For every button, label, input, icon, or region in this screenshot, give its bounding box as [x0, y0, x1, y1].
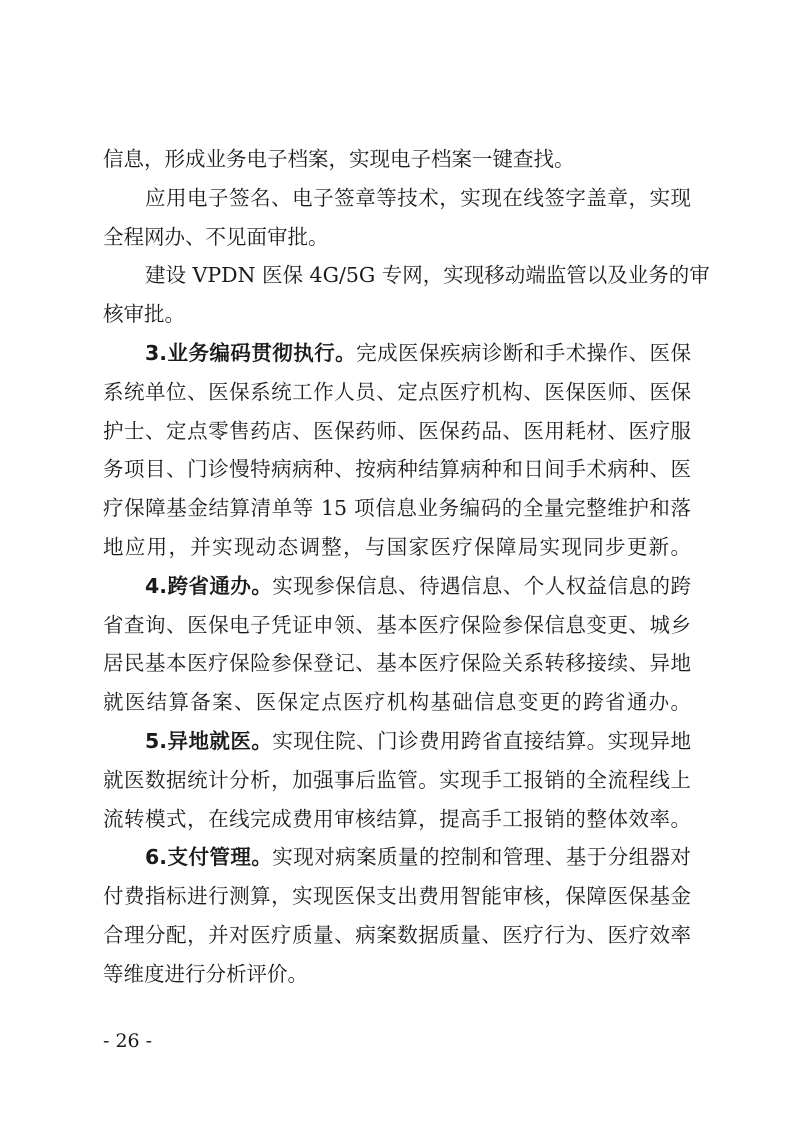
text-line	[103, 838, 691, 877]
text-line	[103, 722, 691, 761]
text-line: 疗保障基金结算清单等 15 项信息业务编码的全量完整维护和落	[103, 496, 691, 521]
text-line	[103, 567, 691, 606]
text-line: 就医数据统计分析，加强事后监管。实现手工报销的全流程线上	[103, 767, 691, 792]
text-line: 付费指标进行测算，实现医保支出费用智能审核，保障医保基金	[103, 884, 691, 909]
text-line: 系统单位、医保系统工作人员、定点医疗机构、医保医师、医保	[103, 379, 691, 404]
section-heading: 4.跨省通办。	[145, 573, 273, 598]
text-line	[103, 334, 691, 373]
text-line: 应用电子签名、电子签章等技术，实现在线签字盖章，实现	[145, 185, 691, 210]
text-line: 省查询、医保电子凭证申领、基本医疗保险参保信息变更、城乡	[103, 612, 691, 637]
section-heading: 6.支付管理。	[145, 845, 273, 870]
text-line: 护士、定点零售药店、医保药师、医保药品、医用耗材、医疗服	[103, 418, 691, 443]
section-heading: 5.异地就医。	[145, 728, 273, 753]
text-span: 实现对病案质量的控制和管理、基于分组器对	[272, 845, 691, 870]
text-line: 建设 VPDN 医保 4G/5G 专网，实现移动端监管以及业务的审	[145, 263, 710, 288]
section-heading: 3.业务编码贯彻执行。	[145, 340, 357, 365]
text-line: 核审批。	[103, 302, 185, 327]
text-line: 信息，形成业务电子档案，实现电子档案一键查找。	[103, 147, 575, 171]
text-span: 实现参保信息、待遇信息、个人权益信息的跨	[272, 573, 691, 598]
text-line: 流转模式，在线完成费用审核结算，提高手工报销的整体效率。	[103, 806, 691, 831]
text-line: 等维度进行分析评价。	[103, 961, 308, 986]
page-number: - 26 -	[103, 1030, 153, 1052]
document-body	[103, 140, 710, 994]
text-line: 地应用，并实现动态调整，与国家医疗保障局实现同步更新。	[103, 534, 691, 559]
text-line: 务项目、门诊慢特病病种、按病种结算病种和日间手术病种、医	[103, 457, 691, 482]
text-span: 完成医保疾病诊断和手术操作、医保	[356, 340, 692, 365]
text-line: 合理分配，并对医疗质量、病案数据质量、医疗行为、医疗效率	[103, 922, 691, 947]
text-span: 实现住院、门诊费用跨省直接结算。实现异地	[272, 728, 691, 753]
text-line: 全程网办、不见面审批。	[103, 224, 329, 249]
text-line: 就医结算备案、医保定点医疗机构基础信息变更的跨省通办。	[103, 690, 691, 715]
text-line: 居民基本医疗保险参保登记、基本医疗保险关系转移接续、异地	[103, 651, 691, 676]
